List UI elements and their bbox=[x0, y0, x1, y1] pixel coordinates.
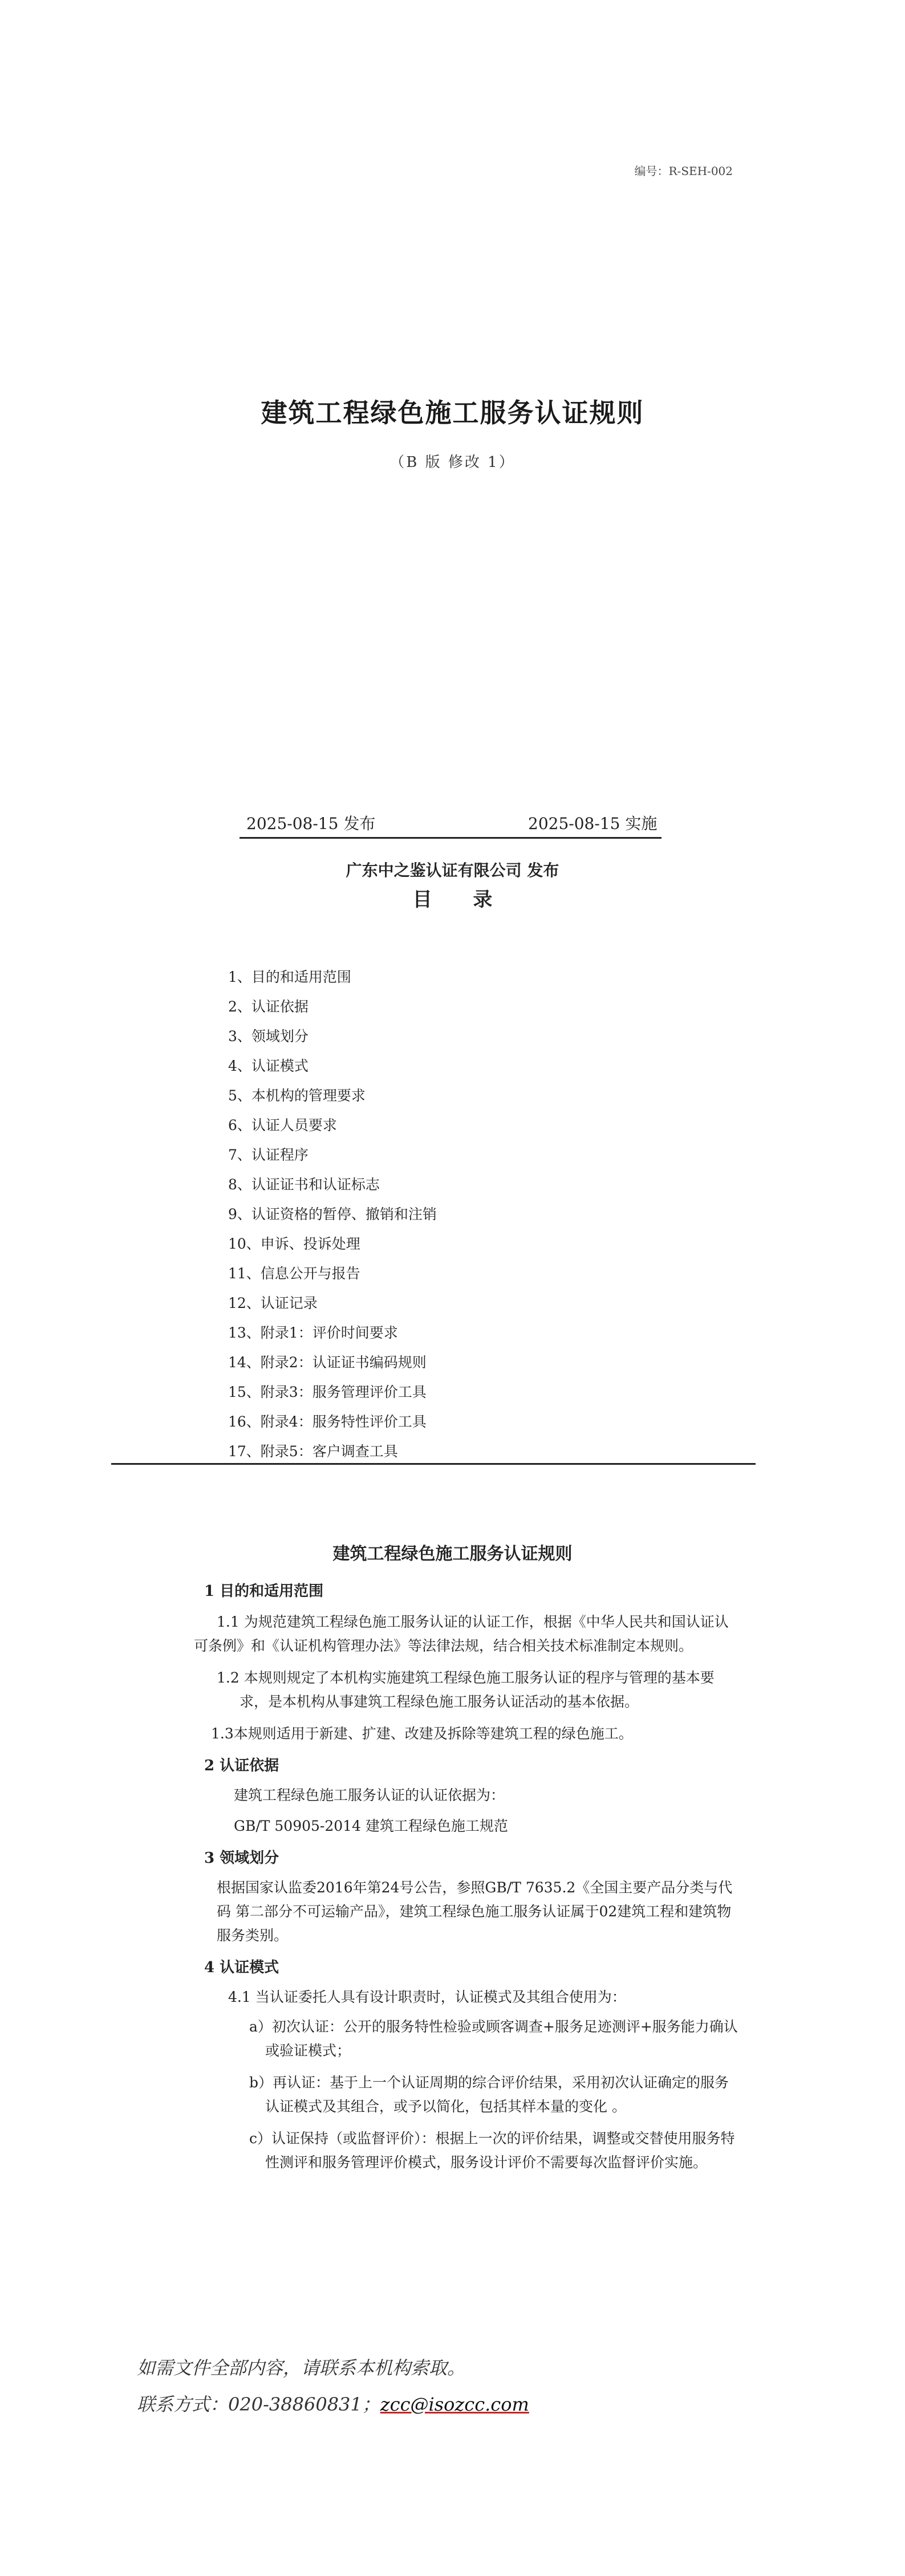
toc-item[interactable]: 8、认证证书和认证标志 bbox=[228, 1176, 380, 1193]
section-1-1: 1.1 为规范建筑工程绿色施工服务认证的认证工作，根据《中华人民共和国认证认可条例》和《认证机构管理办法》等法律法规，结合相关技术标准制定本规则。 bbox=[194, 1614, 729, 1654]
publish-date: 2025-08-15 发布 bbox=[246, 814, 376, 833]
cover-divider bbox=[240, 837, 661, 839]
toc-item[interactable]: 5、本机构的管理要求 bbox=[228, 1087, 366, 1104]
toc-item[interactable]: 14、附录2：认证证书编码规则 bbox=[228, 1354, 427, 1371]
footer-note: 如需文件全部内容，请联系本机构索取。 bbox=[137, 2357, 466, 2379]
toc-item[interactable]: 16、附录4：服务特性评价工具 bbox=[228, 1413, 427, 1430]
toc-item[interactable]: 7、认证程序 bbox=[228, 1147, 309, 1163]
toc-item[interactable]: 3、领域划分 bbox=[228, 1028, 309, 1045]
section-3-title: 3 领域划分 bbox=[204, 1850, 279, 1867]
toc-item[interactable]: 2、认证依据 bbox=[228, 998, 309, 1015]
publisher: 广东中之鉴认证有限公司 发布 bbox=[346, 861, 559, 880]
toc-item[interactable]: 17、附录5：客户调查工具 bbox=[228, 1443, 398, 1460]
section-4-title: 4 认证模式 bbox=[204, 1959, 279, 1976]
toc-item[interactable]: 15、附录3：服务管理评价工具 bbox=[228, 1384, 427, 1400]
body-content bbox=[194, 1579, 741, 2175]
section-1-3: 1.3本规则适用于新建、扩建、改建及拆除等建筑工程的绿色施工。 bbox=[211, 1725, 633, 1742]
section-2-title: 2 认证依据 bbox=[204, 1757, 279, 1774]
implement-date: 2025-08-15 实施 bbox=[528, 814, 658, 833]
toc-item[interactable]: 11、信息公开与报告 bbox=[228, 1265, 360, 1282]
section-2-standard: GB/T 50905-2014 建筑工程绿色施工规范 bbox=[234, 1818, 508, 1834]
body-heading: 建筑工程绿色施工服务认证规则 bbox=[332, 1544, 573, 1564]
section-4-1: 4.1 当认证委托人具有设计职责时，认证模式及其组合使用为： bbox=[228, 1989, 626, 2005]
toc-item[interactable]: 10、申诉、投诉处理 bbox=[228, 1236, 360, 1252]
toc-item[interactable]: 9、认证资格的暂停、撤销和注销 bbox=[228, 1206, 437, 1222]
document-number: 编号：R-SEH-002 bbox=[634, 164, 733, 178]
section-4-a: a）初次认证：公开的服务特性检验或顾客调查+服务足迹测评+服务能力确认或验证模式； bbox=[249, 2018, 738, 2059]
section-2-text: 建筑工程绿色施工服务认证的认证依据为： bbox=[234, 1787, 505, 1803]
section-4-c: c）认证保持（或监督评价）：根据上一次的评价结果，调整或交替使用服务特性测评和服务管理评价模式，服务设计评价不需要每次监督评价实施。 bbox=[249, 2130, 735, 2171]
footer-contact bbox=[137, 2390, 529, 2416]
section-3-text: 根据国家认监委2016年第24号公告，参照GB/T 7635.2《全国主要产品分类与代码 第二部分不可运输产品》，建筑工程绿色施工服务认证属于02建筑工程和建筑物服务类别。 bbox=[217, 1879, 733, 1944]
toc-divider bbox=[111, 1463, 756, 1465]
contact-phone: 联系方式：020-38860831； bbox=[137, 2394, 380, 2415]
section-1-2: 1.2 本规则规定了本机构实施建筑工程绿色施工服务认证的程序与管理的基本要求，是本机构从事建筑工程绿色施工服务认证活动的基本依据。 bbox=[217, 1669, 715, 1710]
toc-item[interactable]: 1、目的和适用范围 bbox=[228, 969, 351, 985]
section-1-title: 1 目的和适用范围 bbox=[204, 1583, 324, 1600]
document-title: 建筑工程绿色施工服务认证规则 bbox=[261, 397, 644, 428]
section-4-b: b）再认证：基于上一个认证周期的综合评价结果，采用初次认证确定的服务认证模式及其组合，或予以简化，包括其样本量的变化 。 bbox=[249, 2074, 729, 2115]
document-version: （B 版 修改 1） bbox=[389, 454, 516, 471]
toc-item[interactable]: 13、附录1：评价时间要求 bbox=[228, 1324, 398, 1341]
toc-title: 目 录 bbox=[412, 888, 510, 911]
toc-item[interactable]: 6、认证人员要求 bbox=[228, 1117, 337, 1133]
contact-email-link[interactable]: zcc@isozcc.com bbox=[380, 2394, 529, 2415]
toc-item[interactable]: 4、认证模式 bbox=[228, 1058, 309, 1074]
toc-item[interactable]: 12、认证记录 bbox=[228, 1295, 318, 1311]
toc-list bbox=[228, 962, 437, 1466]
